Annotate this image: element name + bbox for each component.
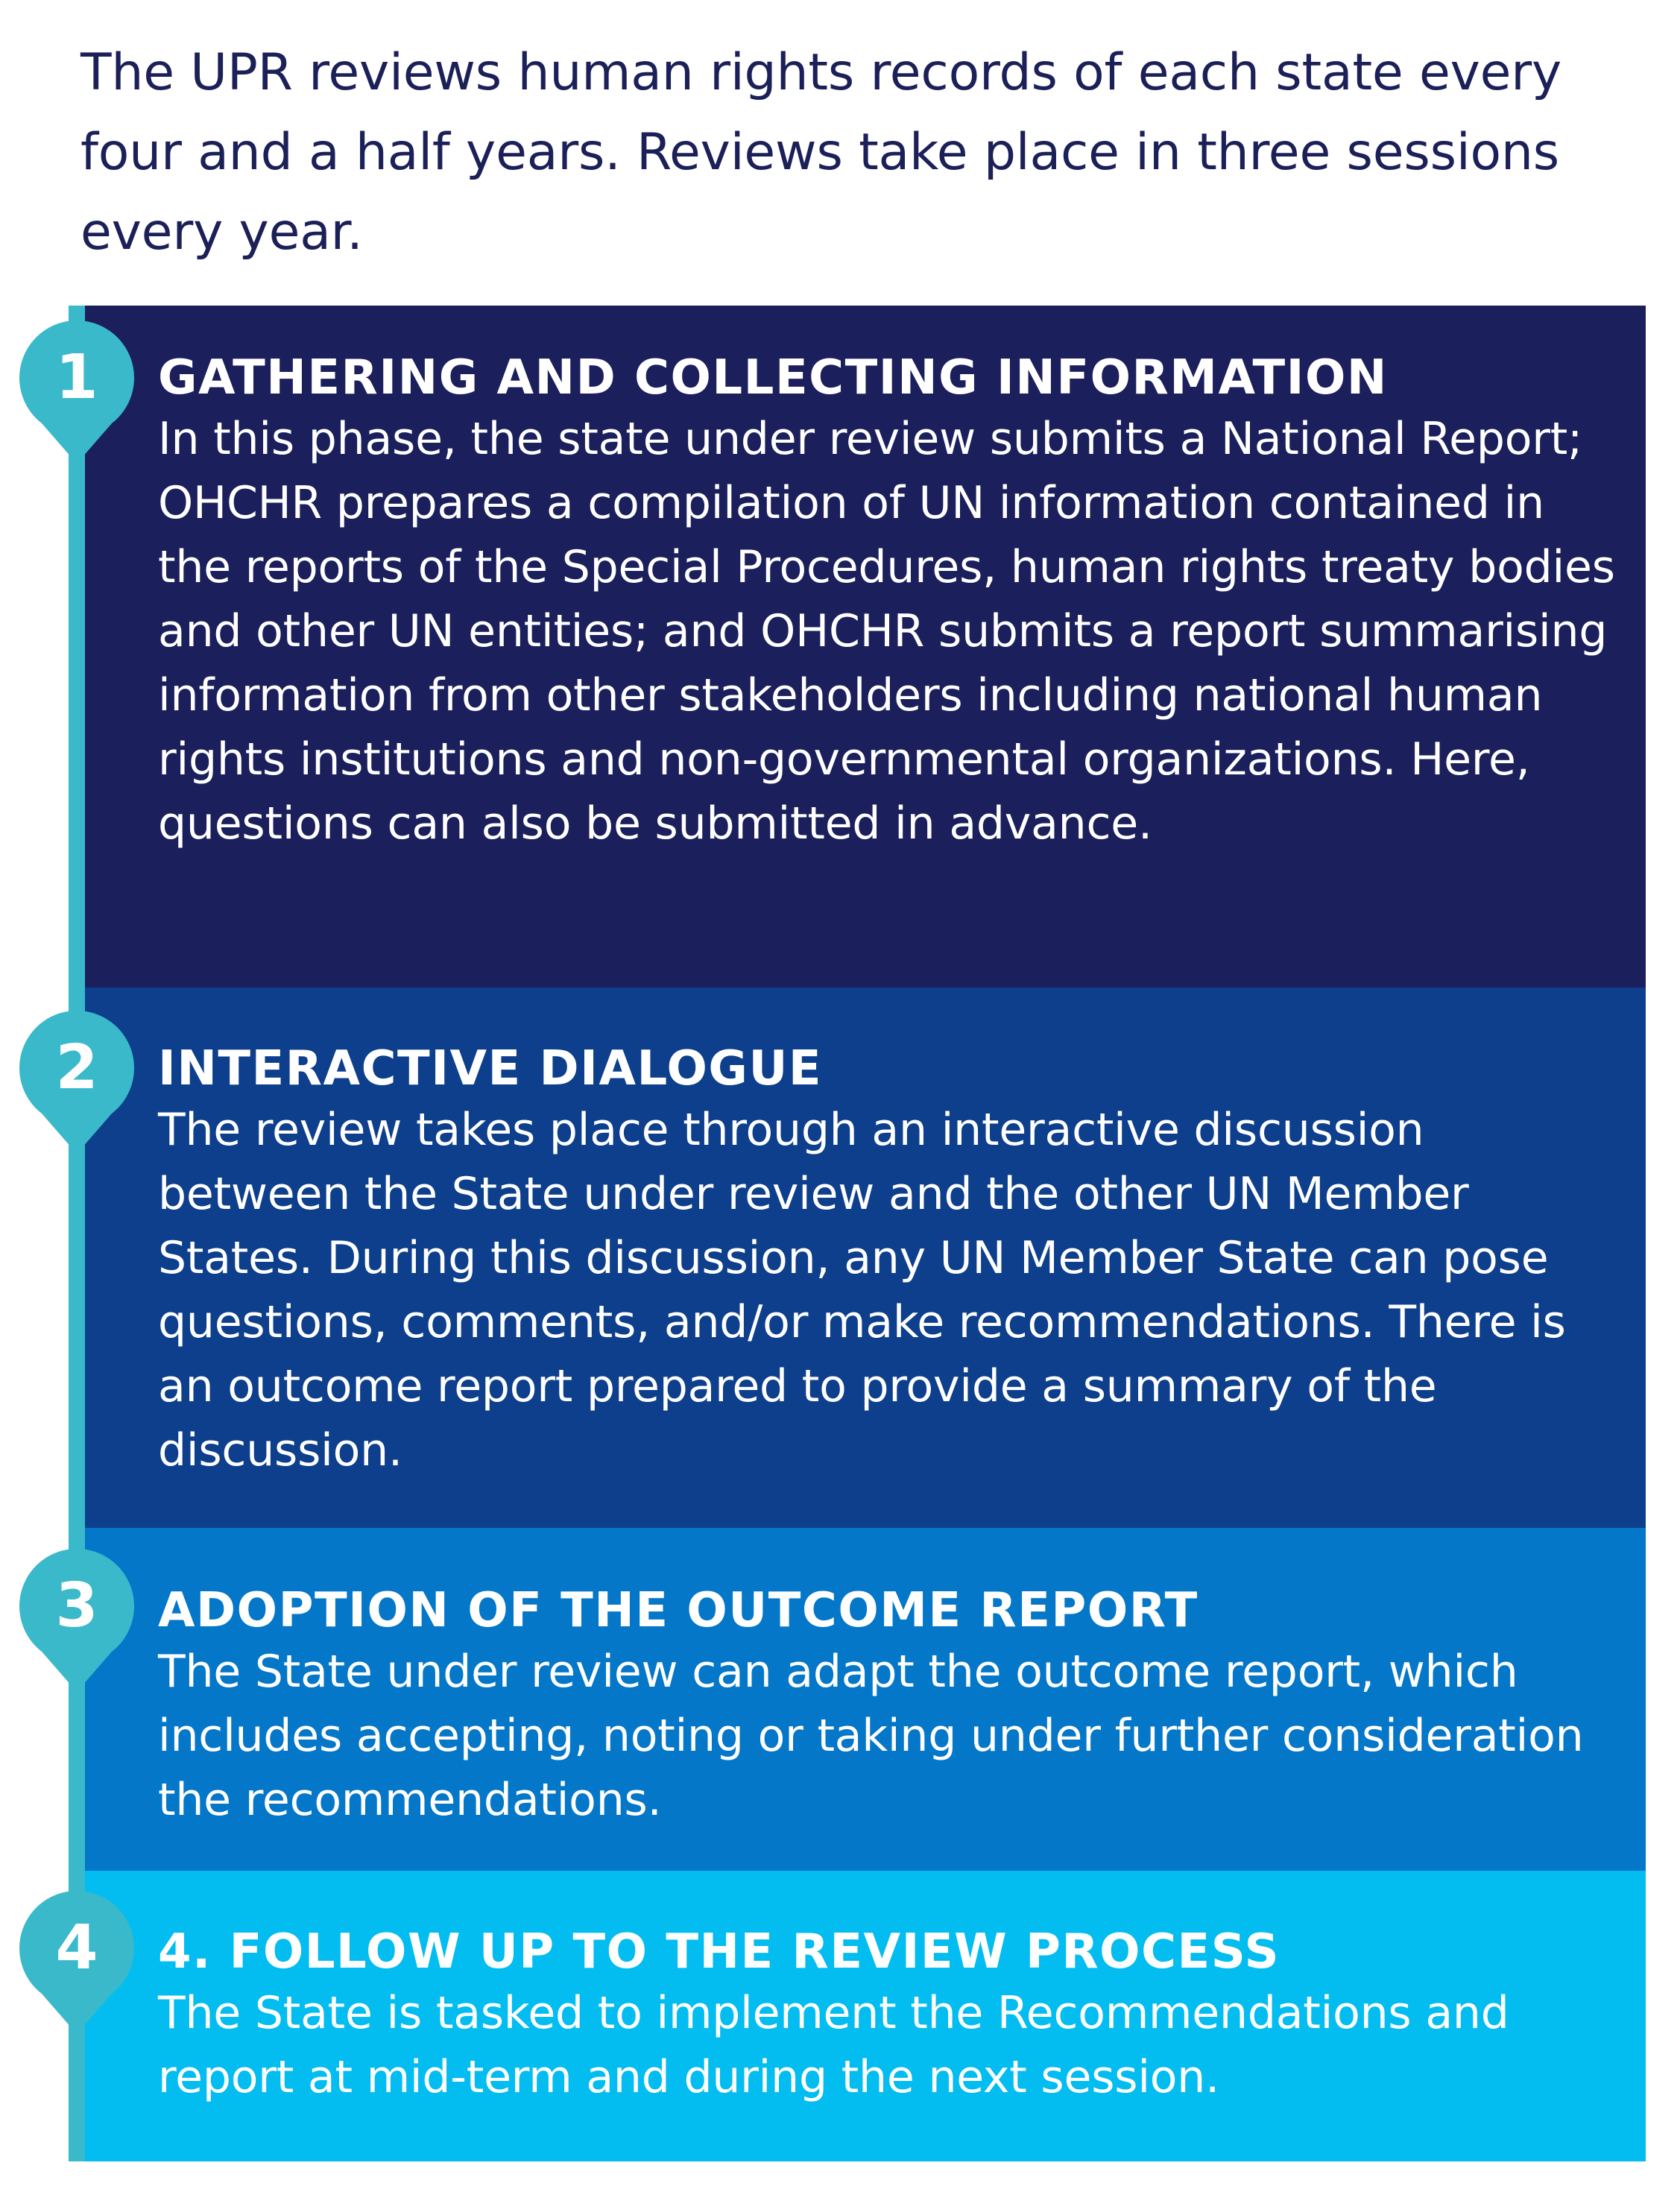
step-marker-4	[18, 1889, 136, 2034]
phase-title: GATHERING AND COLLECTING INFORMATION	[158, 350, 1388, 405]
step-number: 4	[55, 1912, 98, 1983]
phase-description: The State is tasked to implement the Recommendations and report at mid-term and during the next session.	[158, 1987, 1509, 2103]
step-marker-2	[18, 1009, 136, 1154]
phase-title: 4. FOLLOW UP TO THE REVIEW PROCESS	[158, 1924, 1280, 1980]
phase-description: In this phase, the state under review submits a National Report; OHCHR prepares a compilation of UN information contained in the reports of the Special Procedures, human rights treaty bodies and other UN entities; and OHCHR submits a report summarising information from other stakeholders including national human rights institutions and non-governmental organizations. Here, questions can also be submitted in advance.	[158, 413, 1615, 850]
timeline-track	[69, 306, 85, 2161]
phase-panel-4	[85, 1871, 1646, 2161]
intro-text: The UPR reviews human rights records of each state every four and a half years. Reviews take place in three sessions every year.	[80, 43, 1562, 262]
step-number: 3	[55, 1570, 98, 1641]
phase-panel-1	[85, 306, 1646, 988]
step-marker-1	[18, 319, 136, 464]
step-number: 1	[55, 342, 98, 413]
phase-description: The review takes place through an interactive discussion between the State under review and the other UN Member States. During this discussion, any UN Member State can pose questions, comments, and/or make recommendations. There is an outcome report prepared to provide a summary of the discussion.	[158, 1104, 1566, 1476]
phase-title: INTERACTIVE DIALOGUE	[158, 1041, 823, 1096]
step-marker-3	[18, 1547, 136, 1692]
phase-panel-2	[85, 988, 1646, 1528]
step-number: 2	[55, 1032, 98, 1103]
phase-title: ADOPTION OF THE OUTCOME REPORT	[158, 1583, 1199, 1638]
phase-description: The State under review can adapt the outcome report, which includes accepting, noting or taking under further consideration the recommendations.	[158, 1646, 1584, 1826]
phase-panel-3	[85, 1528, 1646, 1871]
